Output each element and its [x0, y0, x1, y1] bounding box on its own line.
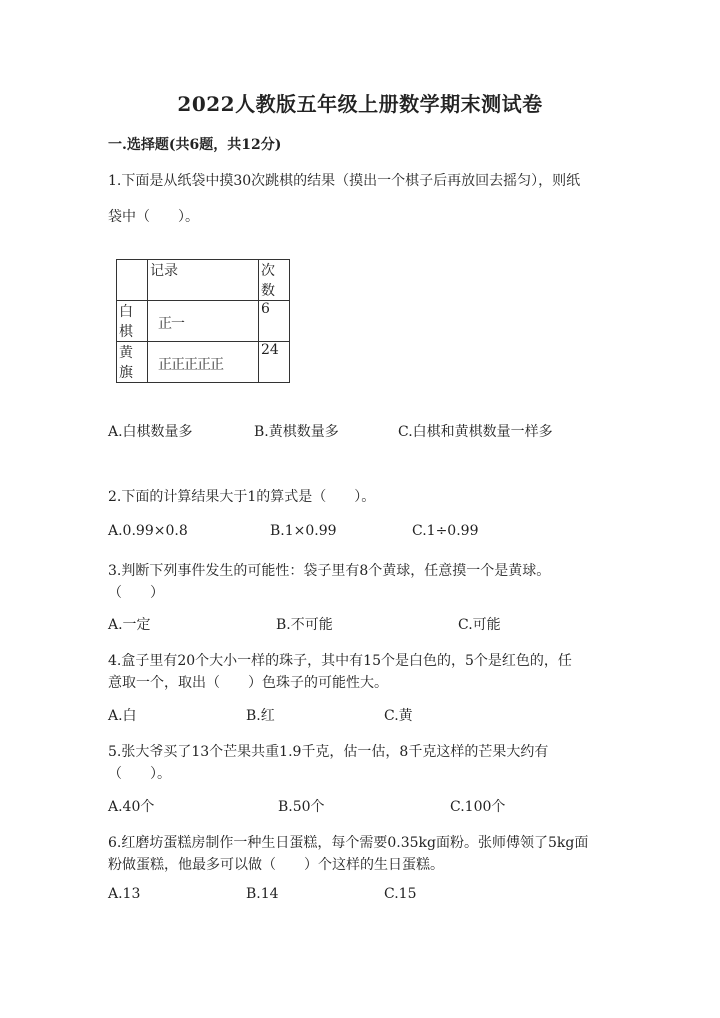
question-6-options	[108, 886, 628, 908]
count-cell: 24	[259, 342, 290, 383]
question-2-options	[108, 523, 628, 545]
question-3-line-2: （ ）	[108, 585, 164, 601]
option-c[interactable]: C.白棋和黄棋数量一样多	[398, 424, 553, 440]
tally-marks-cell	[148, 342, 259, 383]
question-5-line-1: 5.张大爷买了13个芒果共重1.9千克，估一估，8千克这样的芒果大约有	[108, 744, 549, 760]
question-4-line-1: 4.盒子里有20个大小一样的珠子，其中有15个是白色的，5个是红色的，任	[108, 653, 572, 669]
option-b[interactable]: B.黄棋数量多	[254, 424, 339, 440]
option-b[interactable]: B.14	[246, 886, 279, 902]
row-label: 黄旗	[117, 342, 148, 383]
question-5	[108, 741, 618, 785]
question-1	[108, 170, 618, 228]
option-c[interactable]: C.15	[384, 886, 417, 902]
question-2-line-1: 2.下面的计算结果大于1的算式是（ ）。	[108, 489, 376, 505]
question-1-line-1: 1.下面是从纸袋中摸30次跳棋的结果（摸出一个棋子后再放回去摇匀），则纸	[108, 173, 581, 189]
option-c[interactable]: C.黄	[384, 708, 413, 724]
table-header-row	[117, 260, 290, 301]
table-row	[117, 342, 290, 383]
question-5-line-2: （ ）。	[108, 766, 171, 782]
page-title: 2022人教版五年级上册数学期末测试卷	[177, 92, 543, 116]
option-b[interactable]: B.50个	[278, 799, 325, 815]
option-a[interactable]: A.一定	[108, 617, 151, 633]
tally-marks: 正一	[158, 316, 184, 332]
question-5-options	[108, 796, 628, 818]
tally-marks: 正正正正正	[158, 357, 223, 373]
question-1-line-2: 袋中（ ）。	[108, 209, 199, 225]
option-a[interactable]: A.40个	[108, 799, 155, 815]
question-1-options	[108, 421, 628, 443]
count-cell: 6	[259, 301, 290, 342]
tally-marks-cell	[148, 301, 259, 342]
question-2	[108, 486, 618, 508]
question-4-options	[108, 705, 628, 727]
option-a[interactable]: A.白	[108, 708, 137, 724]
option-c[interactable]: C.可能	[458, 617, 501, 633]
option-a[interactable]: A.0.99×0.8	[108, 523, 188, 539]
question-6	[108, 832, 618, 876]
tally-table	[116, 259, 290, 383]
question-3-line-1: 3.判断下列事件发生的可能性：袋子里有8个黄球，任意摸一个是黄球。	[108, 563, 551, 579]
row-label: 白棋	[117, 301, 148, 342]
question-4	[108, 650, 618, 694]
table-header-cell	[117, 260, 148, 301]
question-6-line-2: 粉做蛋糕，他最多可以做（ ）个这样的生日蛋糕。	[108, 857, 444, 873]
option-c[interactable]: C.100个	[450, 799, 506, 815]
option-a[interactable]: A.白棋数量多	[108, 424, 193, 440]
option-b[interactable]: B.红	[246, 708, 275, 724]
question-3-options	[108, 614, 628, 636]
question-6-line-1: 6.红磨坊蛋糕房制作一种生日蛋糕，每个需要0.35kg面粉。张师傅领了5kg面	[108, 835, 589, 851]
option-c[interactable]: C.1÷0.99	[412, 523, 479, 539]
table-row	[117, 301, 290, 342]
question-3	[108, 560, 618, 604]
option-b[interactable]: B.1×0.99	[270, 523, 337, 539]
table-header-cell: 次数	[259, 260, 290, 301]
section-heading: 一.选择题(共6题，共12分)	[108, 137, 282, 153]
option-b[interactable]: B.不可能	[276, 617, 333, 633]
table-header-cell: 记录	[148, 260, 259, 301]
option-a[interactable]: A.13	[108, 886, 141, 902]
question-4-line-2: 意取一个，取出（ ）色珠子的可能性大。	[108, 675, 388, 691]
